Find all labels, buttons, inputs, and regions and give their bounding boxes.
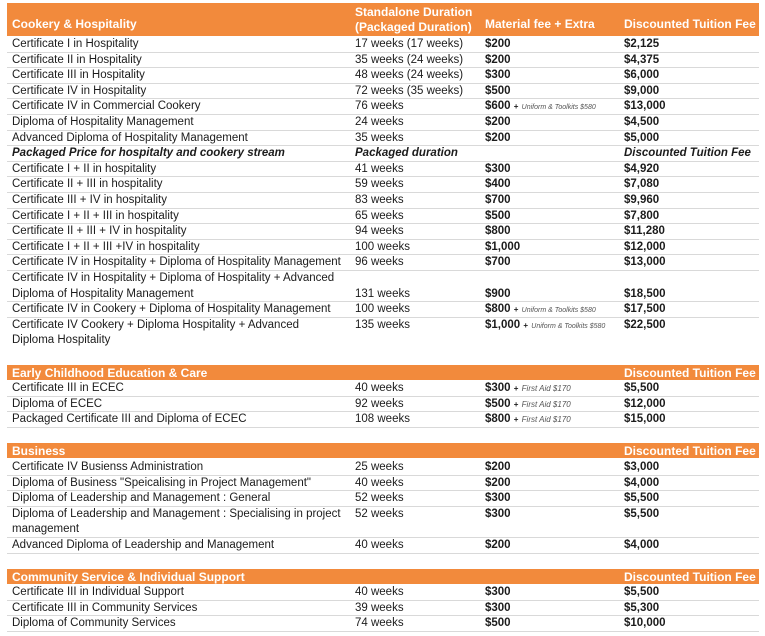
tuition-fee-column-header: Discounted Tuition Fee bbox=[624, 17, 756, 31]
material-fee: $300 bbox=[485, 586, 511, 598]
plus-sign: + bbox=[523, 320, 529, 330]
course-duration: 100 weeks bbox=[355, 303, 410, 316]
extra-fee-note: Uniform & Toolkits $580 bbox=[521, 104, 596, 112]
material-amount: $600 bbox=[485, 100, 511, 113]
tuition-fee: $5,500 bbox=[624, 382, 660, 394]
course-duration: 72 weeks (35 weeks) bbox=[355, 84, 464, 97]
tuition-fee: $5,500 bbox=[624, 507, 660, 520]
tuition-fee: $4,000 bbox=[624, 539, 660, 551]
material-fee: $500 bbox=[485, 209, 511, 222]
table-row bbox=[7, 37, 759, 53]
material-fee bbox=[485, 302, 596, 318]
course-duration: 40 weeks bbox=[355, 539, 404, 551]
table-row bbox=[7, 491, 759, 507]
table-row bbox=[7, 162, 759, 178]
tuition-fee: $10,000 bbox=[624, 617, 666, 630]
material-fee: $700 bbox=[485, 194, 511, 206]
course-name: Diploma of Community Services bbox=[12, 617, 176, 630]
material-fee bbox=[485, 318, 605, 334]
tuition-fee: $15,000 bbox=[624, 413, 666, 426]
course-duration: 92 weeks bbox=[355, 397, 404, 410]
material-fee: $500 bbox=[485, 617, 511, 630]
extra-fee-note: First Aid $170 bbox=[521, 399, 571, 409]
packaged-tuition-subheader: Discounted Tuition Fee bbox=[624, 147, 751, 160]
course-duration: 83 weeks bbox=[355, 194, 404, 206]
course-duration: 59 weeks bbox=[355, 178, 404, 191]
course-duration: 25 weeks bbox=[355, 461, 404, 473]
extra-fee-note: First Aid $170 bbox=[521, 415, 571, 425]
course-duration: 52 weeks bbox=[355, 492, 404, 505]
course-name-line-1: Certificate IV Cookery + Diploma Hospitality + Advanced bbox=[12, 318, 299, 331]
course-name: Certificate III + IV in hospitality bbox=[12, 194, 167, 206]
course-duration: 35 weeks (24 weeks) bbox=[355, 53, 464, 66]
material-fee: $900 bbox=[485, 287, 511, 300]
material-fee: $200 bbox=[485, 131, 511, 144]
plus-sign: + bbox=[513, 415, 519, 425]
cookery-section-header bbox=[7, 3, 759, 36]
tuition-fee: $7,800 bbox=[624, 209, 660, 222]
table-row bbox=[7, 601, 759, 617]
course-name: Certificate I + II + III in hospitality bbox=[12, 209, 179, 222]
tuition-fee: $12,000 bbox=[624, 240, 666, 253]
course-duration: 17 weeks (17 weeks) bbox=[355, 38, 464, 50]
table-row bbox=[7, 616, 759, 632]
course-name-line-2: Diploma of Hospitality Management bbox=[12, 287, 194, 300]
course-name: Certificate I + II in hospitality bbox=[12, 162, 157, 175]
tuition-fee-column-header: Discounted Tuition Fee bbox=[624, 366, 756, 380]
course-name: Certificate III in Individual Support bbox=[12, 586, 184, 598]
table-row bbox=[7, 585, 759, 601]
course-duration: 65 weeks bbox=[355, 209, 404, 222]
ecec-section-header bbox=[7, 365, 759, 380]
table-row bbox=[7, 381, 759, 397]
tuition-fee: $5,000 bbox=[624, 131, 660, 144]
material-fee: $500 bbox=[485, 84, 511, 97]
tuition-fee: $9,000 bbox=[624, 84, 660, 97]
material-fee: $200 bbox=[485, 476, 511, 489]
material-fee: $200 bbox=[485, 539, 511, 551]
course-duration: 39 weeks bbox=[355, 601, 404, 614]
table-row bbox=[7, 302, 759, 318]
material-fee: $200 bbox=[485, 116, 511, 128]
table-row bbox=[7, 507, 759, 538]
material-fee: $300 bbox=[485, 162, 511, 175]
course-duration: 41 weeks bbox=[355, 162, 404, 175]
material-fee: $700 bbox=[485, 256, 511, 269]
course-duration: 94 weeks bbox=[355, 225, 404, 238]
course-name: Diploma of Hospitality Management bbox=[12, 116, 194, 128]
course-name: Diploma of Leadership and Management : General bbox=[12, 492, 271, 505]
table-row bbox=[7, 131, 759, 147]
course-duration: 52 weeks bbox=[355, 507, 404, 520]
tuition-fee: $6,000 bbox=[624, 69, 660, 82]
course-name: Certificate IV in Hospitality bbox=[12, 84, 147, 97]
plus-sign: + bbox=[513, 102, 519, 112]
course-name: Certificate IV Busienss Administration bbox=[12, 461, 204, 473]
material-fee bbox=[485, 412, 571, 427]
extra-fee-note: Uniform & Toolkits $580 bbox=[531, 322, 606, 330]
course-duration: 48 weeks (24 weeks) bbox=[355, 69, 464, 82]
material-fee: $1,000 bbox=[485, 240, 521, 253]
course-duration: 35 weeks bbox=[355, 131, 404, 144]
course-name: Advanced Diploma of Leadership and Management bbox=[12, 539, 275, 551]
cookery-section-title: Cookery & Hospitality bbox=[12, 17, 137, 31]
course-name-line-2: Diploma Hospitality bbox=[12, 334, 111, 347]
material-fee: $800 bbox=[485, 225, 511, 238]
course-name: Certificate II + III + IV in hospitality bbox=[12, 225, 187, 238]
business-section-header bbox=[7, 443, 759, 458]
tuition-fee: $4,920 bbox=[624, 162, 660, 175]
course-name: Certificate II in Hospitality bbox=[12, 53, 142, 66]
community-section-title: Community Service & Individual Support bbox=[12, 570, 245, 584]
table-row bbox=[7, 53, 759, 69]
table-row bbox=[7, 397, 759, 413]
packaged-subheader-title: Packaged Price for hospitalty and cookery stream bbox=[12, 147, 285, 160]
tuition-fee-column-header: Discounted Tuition Fee bbox=[624, 570, 756, 584]
table-row bbox=[7, 318, 759, 349]
course-duration: 24 weeks bbox=[355, 116, 404, 128]
table-row bbox=[7, 68, 759, 84]
ecec-section-title: Early Childhood Education & Care bbox=[12, 366, 208, 380]
tuition-fee: $11,280 bbox=[624, 225, 665, 238]
tuition-fee: $4,375 bbox=[624, 53, 660, 66]
tuition-fee: $4,500 bbox=[624, 116, 660, 128]
course-duration: 40 weeks bbox=[355, 382, 404, 394]
material-fee bbox=[485, 99, 596, 115]
tuition-fee: $3,000 bbox=[624, 461, 660, 473]
course-duration: 40 weeks bbox=[355, 586, 404, 598]
course-duration: 96 weeks bbox=[355, 256, 404, 269]
course-name: Certificate I in Hospitality bbox=[12, 38, 139, 50]
course-name: Certificate III in Community Services bbox=[12, 601, 198, 614]
material-fee: $200 bbox=[485, 38, 511, 50]
tuition-fee: $13,000 bbox=[624, 100, 666, 113]
community-section-header bbox=[7, 569, 759, 584]
course-name: Diploma of ECEC bbox=[12, 397, 103, 410]
material-fee: $300 bbox=[485, 601, 511, 614]
course-name: Certificate IV in Commercial Cookery bbox=[12, 100, 201, 113]
table-row bbox=[7, 538, 759, 554]
table-row bbox=[7, 255, 759, 271]
table-row bbox=[7, 412, 759, 428]
packaged-duration-column-header: (Packaged Duration) bbox=[355, 20, 472, 34]
material-fee: $200 bbox=[485, 53, 511, 66]
course-duration: 40 weeks bbox=[355, 476, 404, 489]
course-name: Certificate IV in Hospitality + Diploma of Hospitality Management bbox=[12, 256, 341, 269]
material-fee: $400 bbox=[485, 178, 511, 191]
material-fee bbox=[485, 381, 571, 396]
tuition-fee: $7,080 bbox=[624, 178, 660, 191]
course-name-line-1: Diploma of Leadership and Management : Specialising in project bbox=[12, 507, 341, 520]
tuition-fee: $12,000 bbox=[624, 397, 666, 410]
plus-sign: + bbox=[513, 305, 519, 315]
table-row bbox=[7, 99, 759, 115]
table-row bbox=[7, 115, 759, 131]
material-fee: $300 bbox=[485, 69, 511, 82]
table-row bbox=[7, 476, 759, 492]
course-name: Certificate II + III in hospitality bbox=[12, 178, 163, 191]
table-row bbox=[7, 224, 759, 240]
course-duration: 100 weeks bbox=[355, 240, 410, 253]
course-name: Diploma of Business "Speicalising in Project Management" bbox=[12, 476, 312, 489]
material-fee-column-header: Material fee + Extra bbox=[485, 17, 595, 31]
table-row bbox=[7, 460, 759, 476]
course-name: Certificate I + II + III +IV in hospitality bbox=[12, 240, 200, 253]
table-row bbox=[7, 84, 759, 100]
extra-fee-note: First Aid $170 bbox=[521, 384, 571, 393]
course-duration: 74 weeks bbox=[355, 617, 404, 630]
course-duration: 76 weeks bbox=[355, 100, 404, 113]
course-name: Certificate III in Hospitality bbox=[12, 69, 145, 82]
material-fee: $200 bbox=[485, 461, 511, 473]
tuition-fee: $17,500 bbox=[624, 303, 666, 316]
material-fee: $300 bbox=[485, 507, 511, 520]
material-amount: $1,000 bbox=[485, 318, 521, 331]
course-duration: 108 weeks bbox=[355, 413, 410, 426]
material-amount: $300 bbox=[485, 382, 511, 394]
tuition-fee: $13,000 bbox=[624, 256, 666, 269]
course-name: Advanced Diploma of Hospitality Management bbox=[12, 131, 248, 144]
material-amount: $500 bbox=[485, 397, 511, 410]
course-name: Certificate IV in Cookery + Diploma of Hospitality Management bbox=[12, 303, 331, 316]
course-name: Certificate III in ECEC bbox=[12, 382, 124, 394]
material-fee: $300 bbox=[485, 492, 511, 505]
course-duration: 135 weeks bbox=[355, 318, 410, 331]
tuition-fee: $22,500 bbox=[624, 318, 666, 331]
tuition-fee: $5,500 bbox=[624, 586, 660, 598]
table-row bbox=[7, 271, 759, 302]
course-name-line-2: management bbox=[12, 523, 80, 536]
tuition-fee: $4,000 bbox=[624, 476, 660, 489]
material-amount: $800 bbox=[485, 303, 511, 316]
course-duration: 131 weeks bbox=[355, 287, 410, 300]
tuition-fee: $2,125 bbox=[624, 38, 660, 50]
plus-sign: + bbox=[513, 399, 519, 409]
course-name: Packaged Certificate III and Diploma of ECEC bbox=[12, 413, 247, 426]
tuition-fee: $5,500 bbox=[624, 492, 660, 505]
tuition-fee: $18,500 bbox=[624, 287, 666, 300]
tuition-fee-column-header: Discounted Tuition Fee bbox=[624, 444, 756, 458]
plus-sign: + bbox=[513, 384, 519, 393]
table-row bbox=[7, 177, 759, 193]
course-name-line-1: Certificate IV in Hospitality + Diploma of Hospitality + Advanced bbox=[12, 272, 335, 284]
duration-column-header: Standalone Duration bbox=[355, 5, 473, 19]
tuition-fee: $9,960 bbox=[624, 194, 660, 206]
table-row bbox=[7, 209, 759, 225]
packaged-duration-subheader: Packaged duration bbox=[355, 147, 458, 160]
material-amount: $800 bbox=[485, 413, 511, 426]
packaged-subheader-row bbox=[7, 146, 759, 162]
business-section-title: Business bbox=[12, 444, 66, 458]
table-row bbox=[7, 240, 759, 256]
material-fee bbox=[485, 397, 571, 412]
tuition-fee: $5,300 bbox=[624, 601, 660, 614]
table-row bbox=[7, 193, 759, 209]
extra-fee-note: Uniform & Toolkits $580 bbox=[521, 307, 596, 315]
